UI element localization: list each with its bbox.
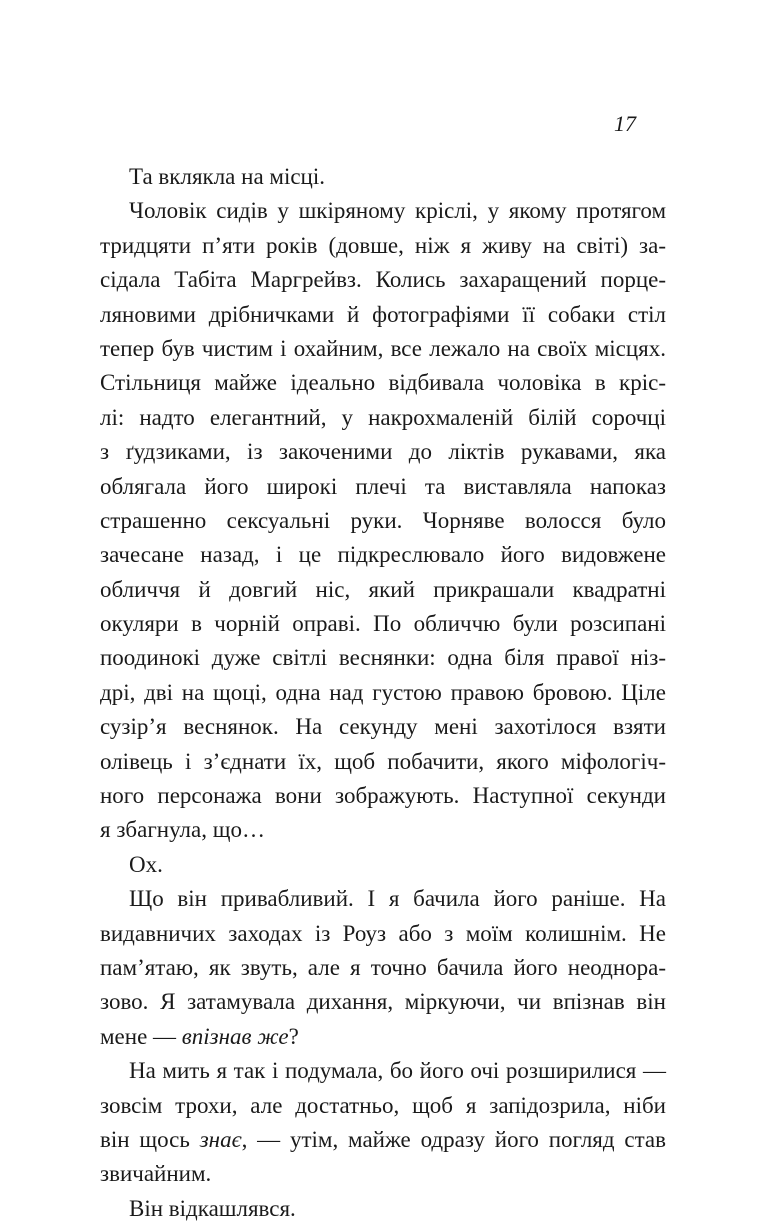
- body-text: [100, 160, 666, 1226]
- text-line: зово. Я затамувала дихання, міркуючи, чи впізнав він: [100, 989, 666, 1015]
- text-line: зовсім трохи, але достатньо, щоб я запідозрила, ніби: [100, 1092, 666, 1118]
- italic-text: впізнав же: [181, 1023, 289, 1049]
- text-line: страшенно сексуальні руки. Чорняве волосся було: [100, 507, 666, 533]
- text-line: поодинокі дуже світлі веснянки: одна біля правої ніз-: [100, 645, 666, 671]
- text-line: сузір’я веснянок. На секунду мені захотілося взяти: [100, 714, 666, 740]
- text-line: Стільниця майже ідеально відбивала чоловіка в кріс-: [100, 370, 666, 396]
- text-line: ляновими дрібничками й фотографіями її собаки стіл: [100, 301, 666, 327]
- text-line: пам’ятаю, як звуть, але я точно бачила його неоднора-: [100, 954, 666, 980]
- text-line: тепер був чистим і охайним, все лежало на своїх місцях.: [100, 335, 666, 361]
- text-line: На мить я так і подумала, бо його очі розширилися —: [129, 1058, 666, 1084]
- text-line: сідала Табіта Маргрейвз. Колись захаращений порце-: [100, 267, 666, 293]
- text-line: я збагнула, що…: [100, 817, 265, 843]
- text-line: Що він привабливий. І я бачила його раніше. На: [129, 886, 666, 912]
- text-line: зачесане назад, і це підкреслювало його видовжене: [100, 542, 666, 568]
- italic-text: знає: [199, 1126, 242, 1152]
- text-line: Чоловік сидів у шкіряному кріслі, у якому протягом: [129, 198, 666, 224]
- text-line: лі: надто елегантний, у накрохмаленій білій сорочці: [100, 404, 666, 430]
- text-span: ?: [288, 1023, 299, 1049]
- text-line: дрі, дві на щоці, одна над густою правою бровою. Ціле: [100, 679, 666, 705]
- text-line: олівець і з’єднати їх, щоб побачити, якого міфологіч-: [100, 748, 666, 774]
- text-line: тридцяти п’яти років (довше, ніж я живу на світі) за-: [100, 232, 666, 258]
- text-line: видавничих заходах із Роуз або з моїм колишнім. Не: [100, 920, 666, 946]
- text-line: Він відкашлявся.: [129, 1195, 296, 1221]
- text-line: Та вклякла на місці.: [129, 164, 326, 189]
- text-line: з ґудзиками, із закоченими до ліктів рукавами, яка: [100, 439, 666, 465]
- text-span: , — утім, майже одразу його погляд став: [241, 1126, 667, 1152]
- page-number: 17: [614, 111, 636, 136]
- text-line: звичайним.: [100, 1161, 212, 1187]
- text-span: він щось: [100, 1126, 200, 1152]
- text-line: [100, 1123, 666, 1157]
- text-line: облягала його широкі плечі та виставляла напоказ: [100, 473, 666, 499]
- text-line: обличчя й довгий ніс, який прикрашали квадратні: [100, 576, 666, 602]
- text-line: Ох.: [129, 851, 163, 877]
- text-line: окуляри в чорній оправі. По обличчю були розсипані: [100, 611, 666, 637]
- text-span: мене —: [100, 1023, 182, 1049]
- text-line: [100, 1020, 666, 1054]
- text-line: ного персонажа вони зображують. Наступної секунди: [100, 783, 666, 809]
